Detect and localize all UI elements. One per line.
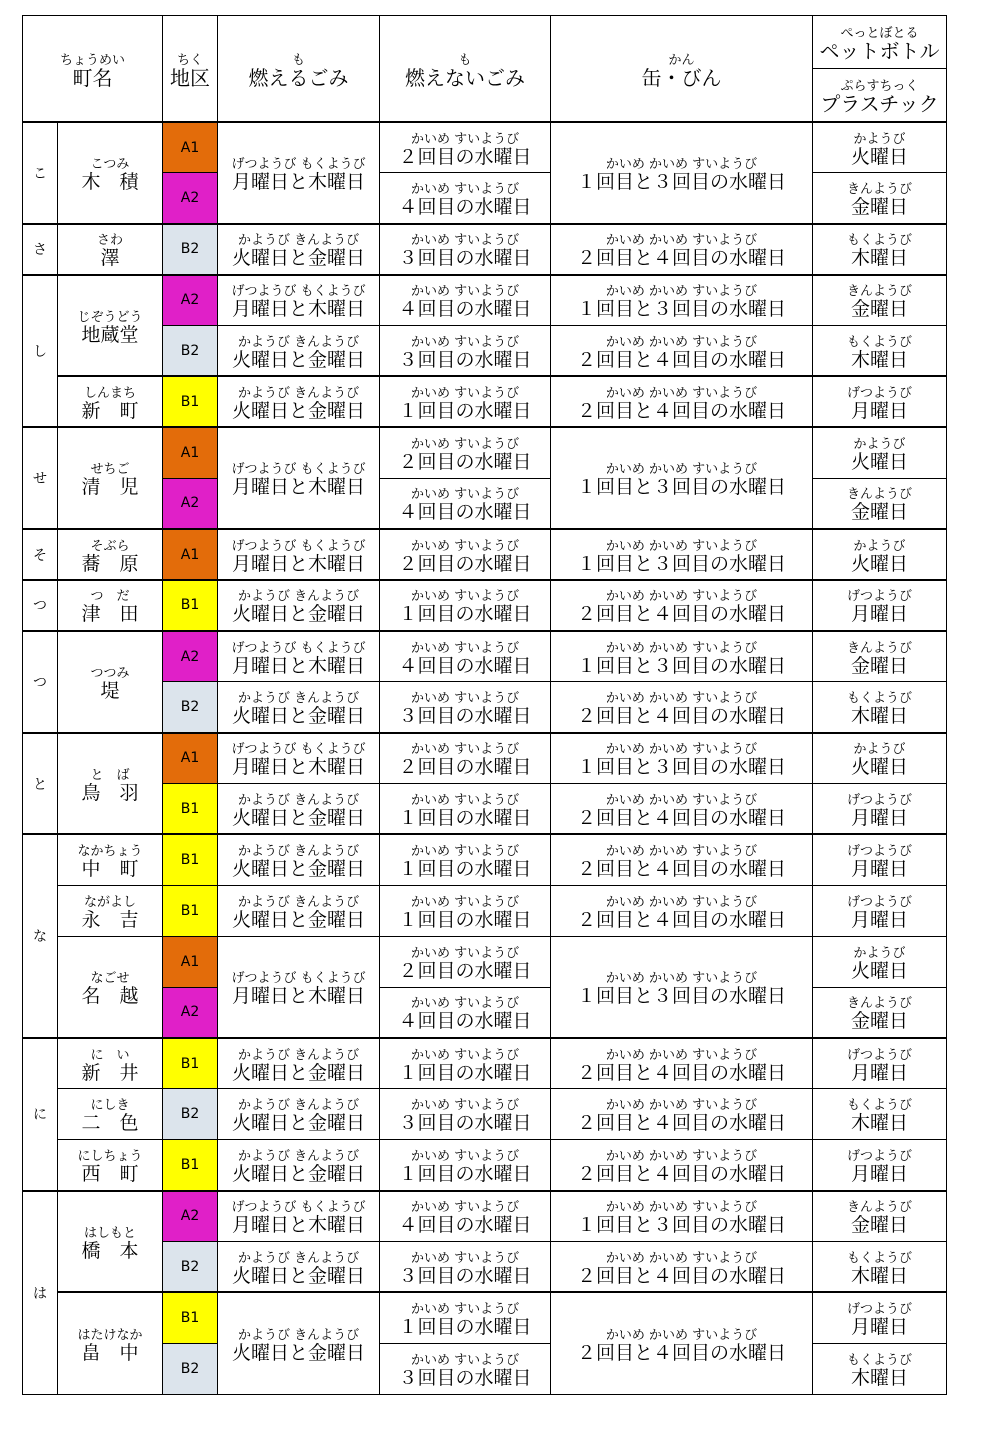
pet-day: げつようび 月曜日	[813, 1292, 947, 1343]
pet-day: もくようび 木曜日	[813, 682, 947, 733]
kana-group: こ	[23, 122, 58, 224]
nonburnable-day: かいめ すいようび １回目の水曜日	[380, 376, 551, 427]
cans-day: かいめ かいめ すいようび １回目と３回目の水曜日	[551, 427, 813, 529]
district-code: B1	[163, 580, 218, 631]
burnable-day: かようび きんようび 火曜日と金曜日	[218, 1038, 380, 1089]
header-plastic: ぷらすちっく プラスチック	[813, 69, 947, 123]
pet-day: げつようび 月曜日	[813, 1038, 947, 1089]
town-name: と ば 鳥 羽	[58, 733, 163, 835]
burnable-day: かようび きんようび 火曜日と金曜日	[218, 326, 380, 377]
nonburnable-day: かいめ すいようび １回目の水曜日	[380, 834, 551, 885]
town-name: にしき 二 色	[58, 1089, 163, 1140]
district-code: A1	[163, 936, 218, 987]
district-code: A1	[163, 427, 218, 478]
district-code: A2	[163, 631, 218, 682]
pet-day: げつようび 月曜日	[813, 376, 947, 427]
cans-day: かいめ かいめ すいようび ２回目と４回目の水曜日	[551, 326, 813, 377]
burnable-day: かようび きんようび 火曜日と金曜日	[218, 834, 380, 885]
kana-group: つ	[23, 631, 58, 733]
district-code: A2	[163, 478, 218, 529]
nonburnable-day: かいめ すいようび ４回目の水曜日	[380, 987, 551, 1038]
header-cans: かん 缶・びん	[551, 16, 813, 123]
cans-day: かいめ かいめ すいようび ２回目と４回目の水曜日	[551, 580, 813, 631]
header-town: ちょうめい 町名	[23, 16, 163, 123]
cans-day: かいめ かいめ すいようび ２回目と４回目の水曜日	[551, 376, 813, 427]
pet-day: げつようび 月曜日	[813, 885, 947, 936]
district-code: B2	[163, 1343, 218, 1394]
district-code: B1	[163, 784, 218, 835]
district-code: A1	[163, 122, 218, 173]
district-code: B2	[163, 1242, 218, 1293]
cans-day: かいめ かいめ すいようび １回目と３回目の水曜日	[551, 122, 813, 224]
pet-day: かようび 火曜日	[813, 529, 947, 580]
cans-day: かいめ かいめ すいようび ２回目と４回目の水曜日	[551, 1242, 813, 1293]
town-name: はたけなか 畠 中	[58, 1292, 163, 1394]
nonburnable-day: かいめ すいようび ２回目の水曜日	[380, 936, 551, 987]
kana-group: と	[23, 733, 58, 835]
pet-day: げつようび 月曜日	[813, 580, 947, 631]
burnable-day: かようび きんようび 火曜日と金曜日	[218, 1292, 380, 1394]
nonburnable-day: かいめ すいようび １回目の水曜日	[380, 1038, 551, 1089]
pet-day: もくようび 木曜日	[813, 326, 947, 377]
cans-day: かいめ かいめ すいようび １回目と３回目の水曜日	[551, 1191, 813, 1242]
pet-day: きんようび 金曜日	[813, 478, 947, 529]
town-name: じぞうどう 地蔵堂	[58, 275, 163, 377]
burnable-day: げつようび もくようび 月曜日と木曜日	[218, 275, 380, 326]
town-name: に い 新 井	[58, 1038, 163, 1089]
town-name: しんまち 新 町	[58, 376, 163, 427]
kana-group: せ	[23, 427, 58, 529]
nonburnable-day: かいめ すいようび ３回目の水曜日	[380, 1343, 551, 1394]
cans-day: かいめ かいめ すいようび １回目と３回目の水曜日	[551, 936, 813, 1038]
district-code: A2	[163, 1191, 218, 1242]
town-name: せちご 清 児	[58, 427, 163, 529]
district-code: B1	[163, 885, 218, 936]
kana-group: は	[23, 1191, 58, 1395]
nonburnable-day: かいめ すいようび １回目の水曜日	[380, 1292, 551, 1343]
pet-day: もくようび 木曜日	[813, 1242, 947, 1293]
district-code: B2	[163, 326, 218, 377]
burnable-day: かようび きんようび 火曜日と金曜日	[218, 580, 380, 631]
burnable-day: げつようび もくようび 月曜日と木曜日	[218, 733, 380, 784]
nonburnable-day: かいめ すいようび １回目の水曜日	[380, 885, 551, 936]
town-name: つ だ 津 田	[58, 580, 163, 631]
cans-day: かいめ かいめ すいようび ２回目と４回目の水曜日	[551, 1038, 813, 1089]
burnable-day: かようび きんようび 火曜日と金曜日	[218, 376, 380, 427]
pet-day: もくようび 木曜日	[813, 1089, 947, 1140]
kana-group: に	[23, 1038, 58, 1191]
cans-day: かいめ かいめ すいようび １回目と３回目の水曜日	[551, 529, 813, 580]
header-district: ちく 地区	[163, 16, 218, 123]
kana-group: そ	[23, 529, 58, 580]
district-code: A2	[163, 173, 218, 224]
nonburnable-day: かいめ すいようび ４回目の水曜日	[380, 173, 551, 224]
header-burnable: も 燃えるごみ	[218, 16, 380, 123]
pet-day: きんようび 金曜日	[813, 275, 947, 326]
burnable-day: げつようび もくようび 月曜日と木曜日	[218, 936, 380, 1038]
district-code: A2	[163, 275, 218, 326]
town-name: そぶら 蕎 原	[58, 529, 163, 580]
pet-day: げつようび 月曜日	[813, 834, 947, 885]
burnable-day: げつようび もくようび 月曜日と木曜日	[218, 427, 380, 529]
nonburnable-day: かいめ すいようび １回目の水曜日	[380, 784, 551, 835]
cans-day: かいめ かいめ すいようび ２回目と４回目の水曜日	[551, 1292, 813, 1394]
header-nonburnable: も 燃えないごみ	[380, 16, 551, 123]
nonburnable-day: かいめ すいようび １回目の水曜日	[380, 580, 551, 631]
town-name: なごせ 名 越	[58, 936, 163, 1038]
cans-day: かいめ かいめ すいようび ２回目と４回目の水曜日	[551, 885, 813, 936]
cans-day: かいめ かいめ すいようび １回目と３回目の水曜日	[551, 275, 813, 326]
nonburnable-day: かいめ すいようび ２回目の水曜日	[380, 733, 551, 784]
pet-day: きんようび 金曜日	[813, 987, 947, 1038]
pet-day: かようび 火曜日	[813, 936, 947, 987]
nonburnable-day: かいめ すいようび ３回目の水曜日	[380, 224, 551, 275]
kana-group: さ	[23, 224, 58, 275]
district-code: B1	[163, 1038, 218, 1089]
cans-day: かいめ かいめ すいようび ２回目と４回目の水曜日	[551, 224, 813, 275]
town-name: つつみ 堤	[58, 631, 163, 733]
burnable-day: げつようび もくようび 月曜日と木曜日	[218, 631, 380, 682]
nonburnable-day: かいめ すいようび ４回目の水曜日	[380, 631, 551, 682]
pet-day: もくようび 木曜日	[813, 1343, 947, 1394]
nonburnable-day: かいめ すいようび ２回目の水曜日	[380, 427, 551, 478]
cans-day: かいめ かいめ すいようび ２回目と４回目の水曜日	[551, 784, 813, 835]
district-code: B2	[163, 224, 218, 275]
burnable-day: かようび きんようび 火曜日と金曜日	[218, 1242, 380, 1293]
district-code: A1	[163, 529, 218, 580]
kana-group: し	[23, 275, 58, 428]
pet-day: げつようび 月曜日	[813, 1140, 947, 1191]
district-code: A1	[163, 733, 218, 784]
nonburnable-day: かいめ すいようび ３回目の水曜日	[380, 1089, 551, 1140]
cans-day: かいめ かいめ すいようび １回目と３回目の水曜日	[551, 631, 813, 682]
kana-group: つ	[23, 580, 58, 631]
cans-day: かいめ かいめ すいようび ２回目と４回目の水曜日	[551, 834, 813, 885]
burnable-day: かようび きんようび 火曜日と金曜日	[218, 784, 380, 835]
pet-day: きんようび 金曜日	[813, 173, 947, 224]
nonburnable-day: かいめ すいようび ３回目の水曜日	[380, 682, 551, 733]
town-name: こつみ 木 積	[58, 122, 163, 224]
pet-day: きんようび 金曜日	[813, 631, 947, 682]
nonburnable-day: かいめ すいようび ３回目の水曜日	[380, 1242, 551, 1293]
district-code: B1	[163, 1292, 218, 1343]
district-code: B2	[163, 682, 218, 733]
district-code: B1	[163, 1140, 218, 1191]
nonburnable-day: かいめ すいようび ４回目の水曜日	[380, 275, 551, 326]
nonburnable-day: かいめ すいようび ２回目の水曜日	[380, 529, 551, 580]
pet-day: きんようび 金曜日	[813, 1191, 947, 1242]
town-name: はしもと 橋 本	[58, 1191, 163, 1293]
nonburnable-day: かいめ すいようび １回目の水曜日	[380, 1140, 551, 1191]
town-name: なかちょう 中 町	[58, 834, 163, 885]
collection-schedule-table	[22, 15, 947, 1395]
district-code: A2	[163, 987, 218, 1038]
nonburnable-day: かいめ すいようび ２回目の水曜日	[380, 122, 551, 173]
town-name: さわ 澤	[58, 224, 163, 275]
burnable-day: かようび きんようび 火曜日と金曜日	[218, 682, 380, 733]
cans-day: かいめ かいめ すいようび ２回目と４回目の水曜日	[551, 1089, 813, 1140]
pet-day: かようび 火曜日	[813, 427, 947, 478]
burnable-day: かようび きんようび 火曜日と金曜日	[218, 1140, 380, 1191]
town-name: ながよし 永 吉	[58, 885, 163, 936]
burnable-day: げつようび もくようび 月曜日と木曜日	[218, 122, 380, 224]
cans-day: かいめ かいめ すいようび １回目と３回目の水曜日	[551, 733, 813, 784]
pet-day: もくようび 木曜日	[813, 224, 947, 275]
burnable-day: かようび きんようび 火曜日と金曜日	[218, 885, 380, 936]
district-code: B1	[163, 834, 218, 885]
district-code: B1	[163, 376, 218, 427]
kana-group: な	[23, 834, 58, 1038]
burnable-day: げつようび もくようび 月曜日と木曜日	[218, 1191, 380, 1242]
pet-day: げつようび 月曜日	[813, 784, 947, 835]
pet-day: かようび 火曜日	[813, 733, 947, 784]
header-pet: ぺっとぼとる ペットボトル	[813, 16, 947, 69]
burnable-day: げつようび もくようび 月曜日と木曜日	[218, 529, 380, 580]
nonburnable-day: かいめ すいようび ３回目の水曜日	[380, 326, 551, 377]
pet-day: かようび 火曜日	[813, 122, 947, 173]
burnable-day: かようび きんようび 火曜日と金曜日	[218, 224, 380, 275]
town-name: にしちょう 西 町	[58, 1140, 163, 1191]
cans-day: かいめ かいめ すいようび ２回目と４回目の水曜日	[551, 682, 813, 733]
nonburnable-day: かいめ すいようび ４回目の水曜日	[380, 478, 551, 529]
district-code: B2	[163, 1089, 218, 1140]
nonburnable-day: かいめ すいようび ４回目の水曜日	[380, 1191, 551, 1242]
burnable-day: かようび きんようび 火曜日と金曜日	[218, 1089, 380, 1140]
cans-day: かいめ かいめ すいようび ２回目と４回目の水曜日	[551, 1140, 813, 1191]
